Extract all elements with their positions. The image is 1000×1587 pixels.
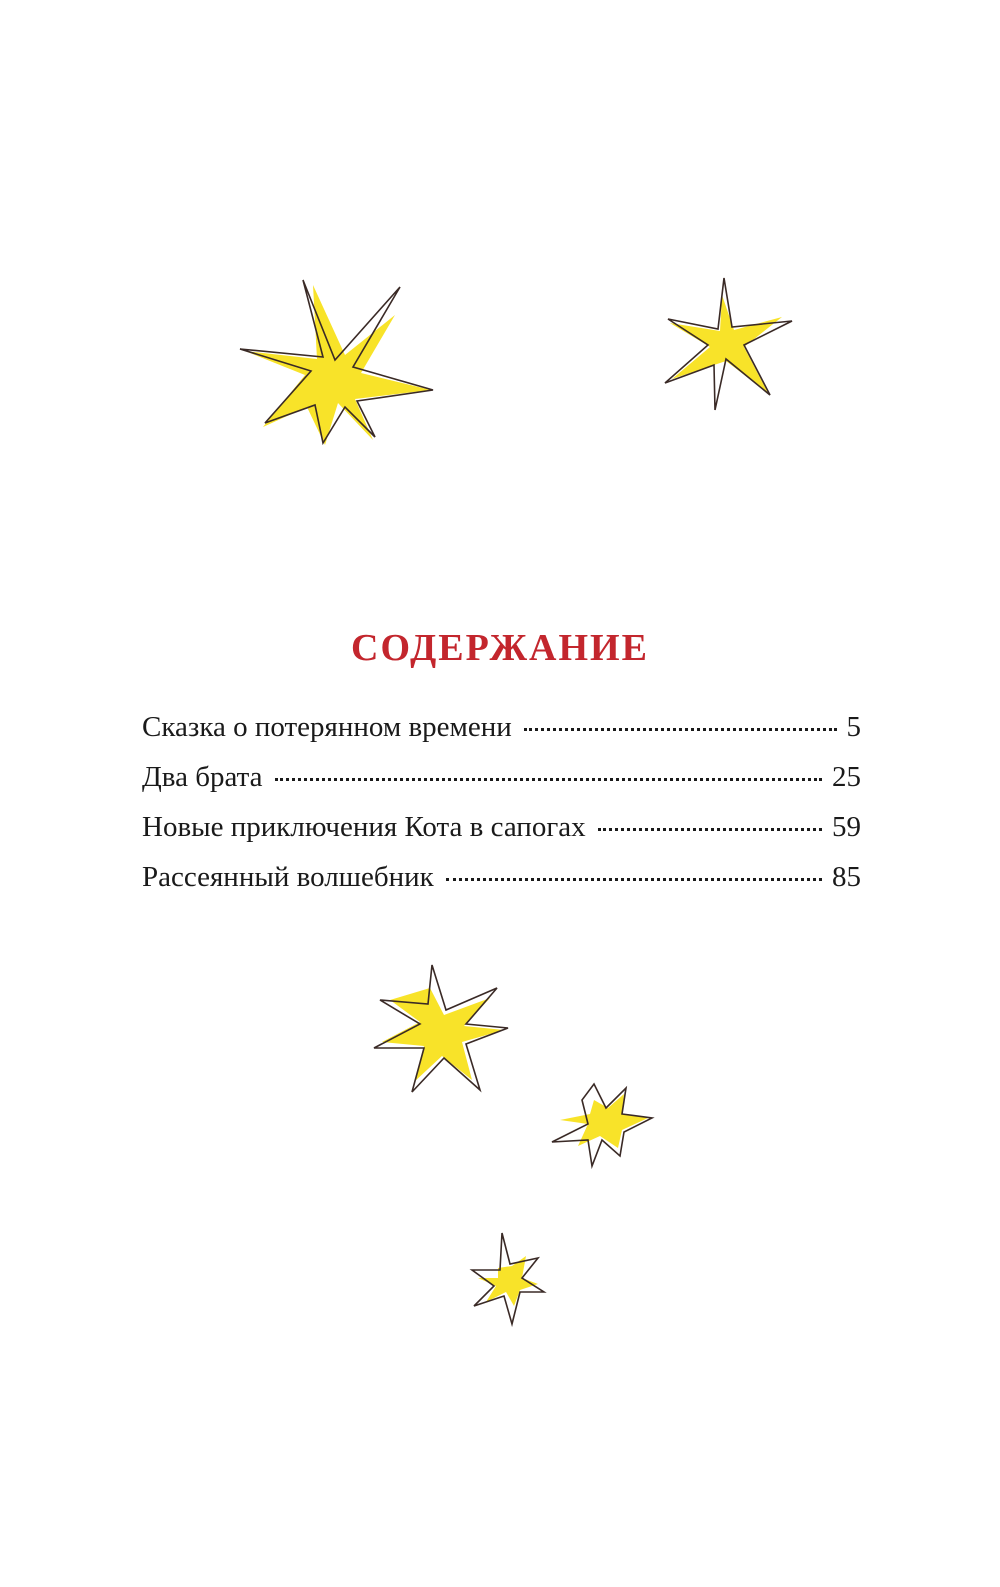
contents-heading: СОДЕРЖАНИЕ (351, 627, 649, 670)
toc-entry[interactable] (142, 802, 861, 852)
dot-leader (598, 828, 822, 831)
toc-entry[interactable] (142, 852, 861, 902)
toc-entry-title: Рассеянный волшебник (142, 861, 434, 893)
toc-entry-title: Сказка о потерянном времени (142, 711, 512, 743)
toc-entry-title: Новые приключения Кота в сапогах (142, 811, 586, 843)
toc-entry-page: 59 (832, 811, 861, 843)
toc-entry-page: 25 (832, 761, 861, 793)
dot-leader (524, 728, 837, 731)
star-icon (660, 275, 795, 415)
toc-entry-title: Два брата (142, 761, 263, 793)
dot-leader (446, 878, 822, 881)
table-of-contents (142, 702, 861, 902)
toc-entry-page: 5 (846, 711, 861, 743)
star-icon (468, 1228, 548, 1328)
star-icon (548, 1080, 658, 1170)
star-icon (235, 275, 440, 450)
dot-leader (275, 778, 823, 781)
toc-entry[interactable] (142, 752, 861, 802)
toc-entry[interactable] (142, 702, 861, 752)
toc-entry-page: 85 (832, 861, 861, 893)
star-icon (372, 960, 512, 1100)
